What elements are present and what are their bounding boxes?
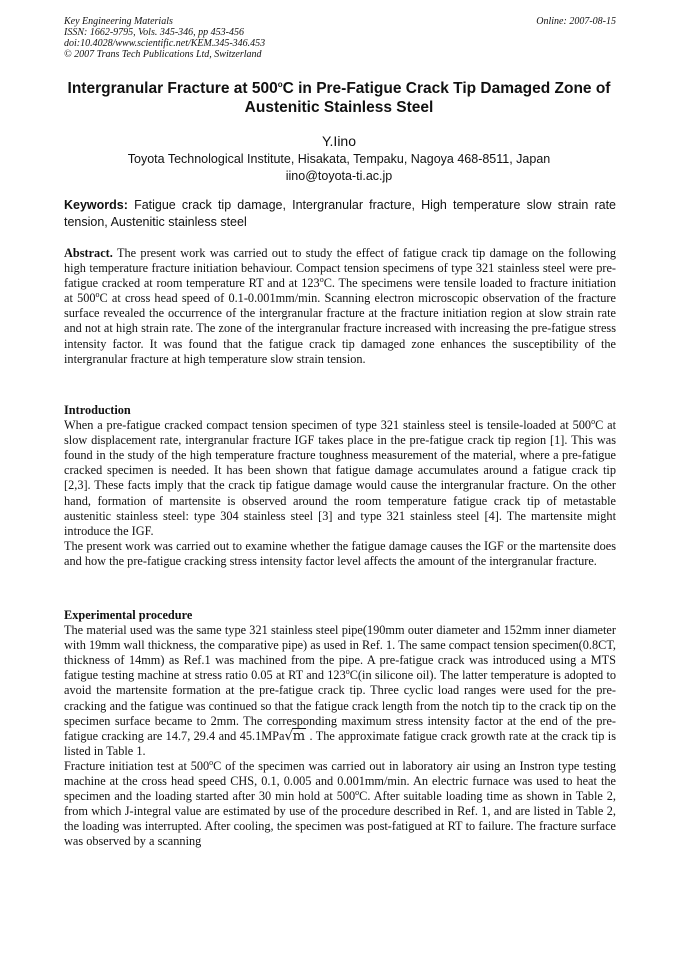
author-name: Y.Iino [322, 133, 356, 149]
sqrt-symbol: √m [284, 728, 306, 744]
abstract-paragraph: Abstract. The present work was carried out to study the effect of fatigue crack tip damage on the following high temperature fracture initiation behaviour. Compact tension specimens of type 321 stainless steel were pre-fatigue cracked at room temperature RT and at 123$^o$C. The specimens were tensile loaded to fracture initiation at 500$^o$C at cross head speed of 0.1-0.001mm/min. Scanning electron microscopic observation of the fracture surface revealed the occurrence of the intergranular fracture at the fracture initiation region at slow strain rate and not at high strain rate. The zone of the intergranular fracture increased with increasing the pre-fatigue stress intensity factor. It was found that the fatigue crack tip damaged zone enhances the susceptibility of the intergranular fracture at high temperature slow strain tension. [64, 246, 616, 366]
paper-title: Intergranular Fracture at 500$^o$C in Pre-Fatigue Crack Tip Damaged Zone of Austenitic Stainless Steel [67, 79, 611, 116]
journal-name: Key Engineering Materials [64, 16, 173, 27]
issn-line: ISSN: 1662-9795, Vols. 345-346, pp 453-456 [64, 27, 244, 38]
author-affiliation [40, 151, 638, 185]
abstract-section [64, 246, 616, 367]
affiliation-address: Toyota Technological Institute, Hisakata, Tempaku, Nagoya 468-8511, Japan [127, 152, 551, 166]
experimental-paragraph-2: Fracture initiation test at 500$^o$C of the specimen was carried out in laboratory air using an Instron type testing machine at the cross head speed CHS, 0.1, 0.005 and 0.001mm/min. An electric furnace was used to heat the specimen and the loading started after 30 min hold at 500$^o$C. After suitable loading time as shown in Table 2, from which J-integral value are estimated by use of the procedure described in Ref. 1, and are listed in Table 2, the loading was interrupted. After cooling, the specimen was post-fatigued at RT to failure. The fracture surface was observed by a scanning [64, 757, 616, 849]
doi-line: doi:10.4028/www.scientific.net/KEM.345-346.453 [64, 38, 266, 49]
abstract-label: Abstract. [64, 246, 113, 260]
introduction-paragraph-1: When a pre-fatigue cracked compact tension specimen of type 321 stainless steel is tensile-loaded at 500$^o$C at slow displacement rate, intergranular fracture IGF takes place in the pre-fatigue crack tip region [1]. This was found in the study of the high temperature fracture toughness measurement of the material, where a pre-fatigue cracked specimen is needed. It has been shown that fatigue damage accumulates around a fatigue crack tip [2,3]. These facts imply that the crack tip fatigue damage would cause the intergranular fracture. On the other hand, formation of martensite is observed around the room temperature fatigue crack tip of metastable austenitic stainless steel: type 304 stainless steel [3] and type 321 stainless steel [4]. The martensite might introduce the IGF. [64, 417, 616, 538]
online-date: Online: 2007-08-15 [536, 16, 616, 27]
keywords [64, 197, 616, 231]
introduction-paragraph-2: The present work was carried out to examine whether the fatigue damage causes the IGF or the martensite does and how the pre-fatigue cracking stress intensity factor level affects the amount of the intergranular fracture. [64, 538, 616, 568]
experimental-section [64, 608, 616, 850]
keywords-label: Keywords: [64, 198, 128, 212]
section-heading-experimental: Experimental procedure [64, 608, 193, 622]
introduction-section [64, 403, 616, 569]
journal-header [64, 16, 616, 60]
author-email: iino@toyota-ti.ac.jp [285, 169, 393, 183]
section-heading-introduction: Introduction [64, 403, 131, 417]
keywords-text: Fatigue crack tip damage, Intergranular fracture, High temperature slow strain rate tension, Austenitic stainless steel [64, 198, 616, 229]
experimental-paragraph-1: The material used was the same type 321 stainless steel pipe(190mm outer diameter and 152mm inner diameter with 19mm wall thickness, the comparative pipe) as used in Ref. 1. The same compact tension specimen(0.8CT, thickness of 14mm) as Ref.1 was machined from the pipe. A pre-fatigue crack was introduced using a MTS fatigue testing machine at stress ratio 0.05 at RT and 123$^o$C(in silicone oil). The latter temperature is adopted to avoid the martensite formation at the pre-fatigue crack tip. Three cyclic load ranges were used for the pre-cracking and the fatigue was continued so that the fatigue crack length from the notch tip to the crack tip on the specimen surface became to 2mm. The corresponding maximum stress intensity factor at the end of the pre-fatigue cracking are 14.7, 29.4 and 45.1MPa√m . The approximate fatigue crack growth rate at the crack tip is listed in Table 1. [64, 623, 617, 758]
copyright-line: © 2007 Trans Tech Publications Ltd, Switzerland [64, 49, 262, 60]
